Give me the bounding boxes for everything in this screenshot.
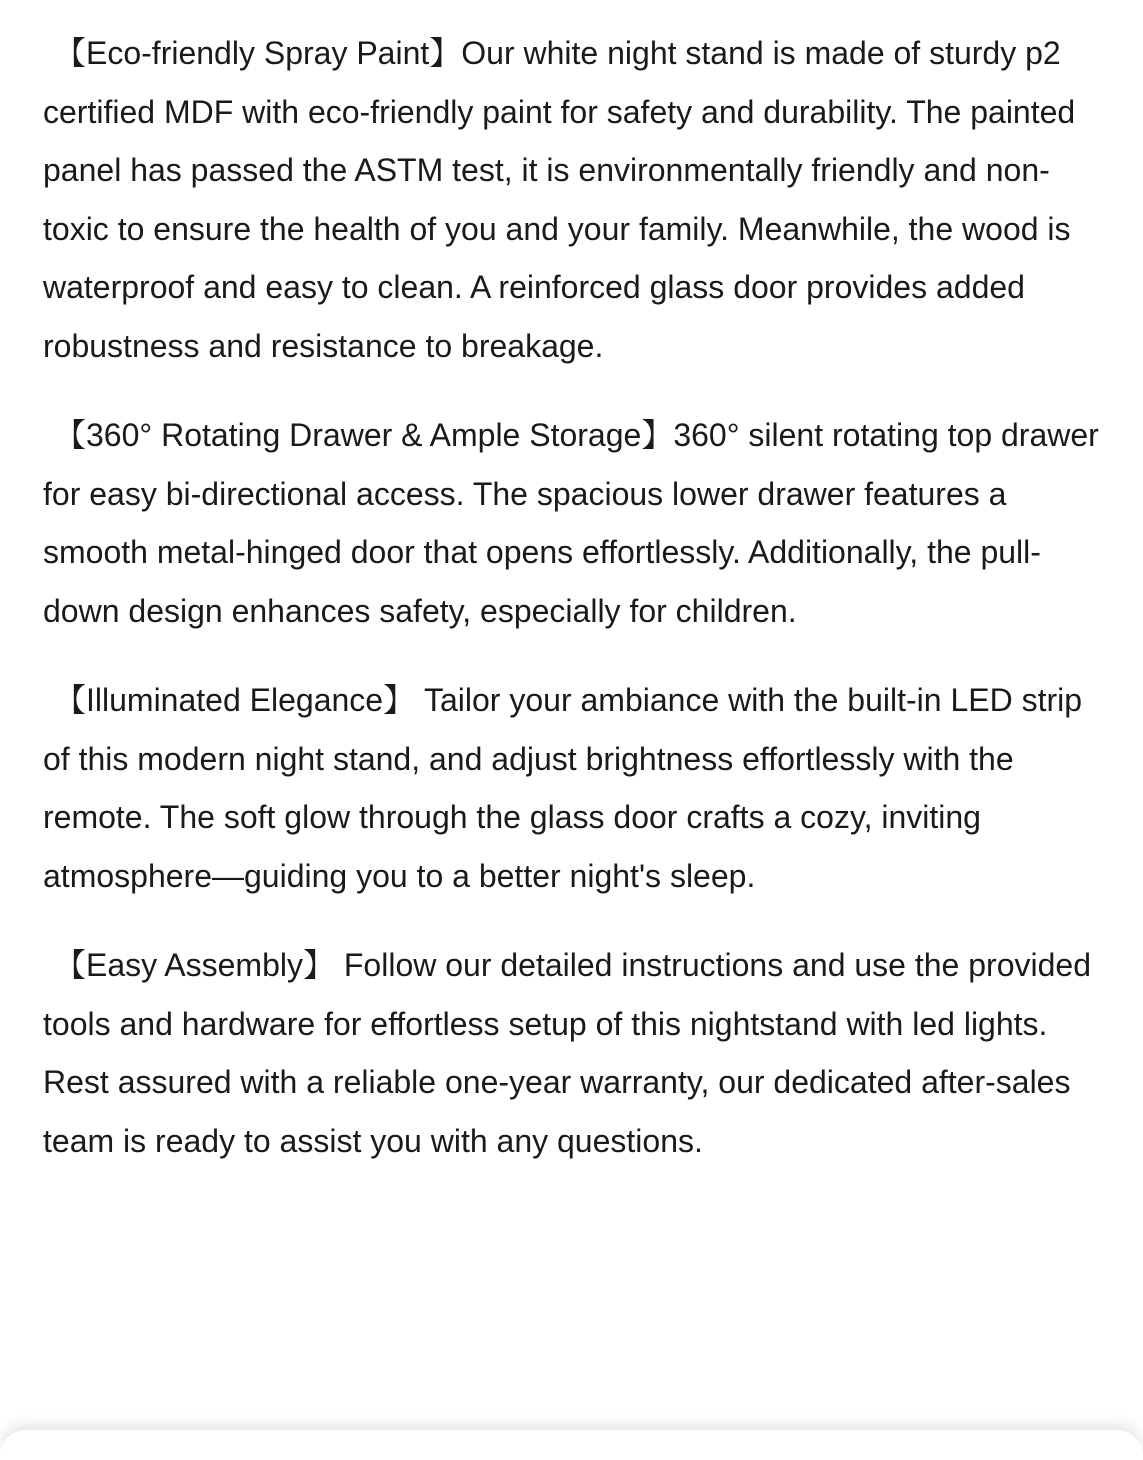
feature-heading: 【Eco-friendly Spray Paint】 [54,35,462,71]
feature-paragraph-illuminated [43,671,1113,905]
feature-heading: 【Illuminated Elegance】 [54,682,416,718]
feature-body: 360° silent rotating top drawer for easy bi-directional access. The spacious lower drawer features a smooth metal-hinged door that opens effortlessly. Additionally, the pull-down design enhances safety, especially for children. [43,417,1099,629]
feature-paragraph-assembly [43,936,1113,1170]
feature-paragraph-rotating-drawer [43,406,1113,640]
feature-heading: 【Easy Assembly】 [54,947,335,983]
feature-paragraph-eco-friendly [43,24,1113,375]
feature-heading: 【360° Rotating Drawer & Ample Storage】 [54,417,674,453]
feature-body: Tailor your ambiance with the built-in LED strip of this modern night stand, and adjust brightness effortlessly with the remote. The soft glow through the glass door crafts a cozy, inviting atmosphere—guiding you to a better night's sleep. [43,682,1083,894]
feature-body: Our white night stand is made of sturdy p2 certified MDF with eco-friendly paint for safety and durability. The painted panel has passed the ASTM test, it is environmentally friendly and non-toxic to ensure the health of you and your family. Meanwhile, the wood is waterproof and easy to clean. A reinforced glass door provides added robustness and resistance to breakage. [43,35,1076,364]
bottom-sheet-edge [0,1430,1143,1460]
product-description [43,24,1113,1170]
feature-body: Follow our detailed instructions and use the provided tools and hardware for effortless setup of this nightstand with led lights. Rest assured with a reliable one-year warranty, our dedicated after-sales team is ready to assist you with any questions. [43,947,1091,1159]
